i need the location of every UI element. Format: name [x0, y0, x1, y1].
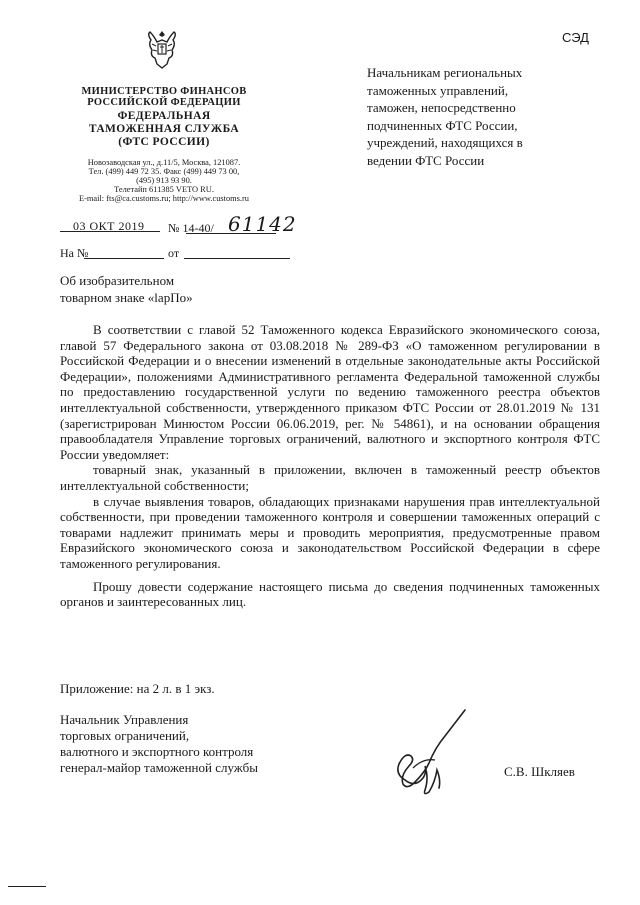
registration-date: 03 ОКТ 2019 [73, 219, 145, 233]
registration-number-label: № 14-40/ [168, 221, 214, 235]
date-underline [60, 231, 160, 232]
signer-name: С.В. Шкляев [504, 764, 575, 779]
body-paragraph-2: товарный знак, указанный в приложении, включен в таможенный реестр объектов интеллектуальной собственности; [60, 462, 600, 493]
ministry-name [62, 86, 266, 108]
subject-line-2: товарном знаке «lapПо» [60, 290, 193, 305]
reply-number-underline [84, 258, 164, 259]
service-line-1: ФЕДЕРАЛЬНАЯ [117, 110, 211, 122]
sender-address [60, 158, 268, 203]
signer-line-3: валютного и экспортного контроля [60, 744, 254, 759]
subject-line-1: Об изобразительном [60, 273, 175, 288]
service-line-2: ТАМОЖЕННАЯ СЛУЖБА [88, 123, 240, 135]
addressee-line: учреждений, находящихся в [367, 135, 523, 150]
address-line-4: Телетайп 611385 VETO RU. [114, 185, 214, 194]
addressee-line: таможенных управлений, [367, 82, 509, 98]
coat-of-arms-emblem [145, 28, 179, 70]
addressee-line: таможен, непосредственно [367, 100, 516, 115]
signer-line-4: генерал-майор таможенной службы [60, 760, 258, 775]
signer-line-1: Начальник Управления [60, 712, 189, 727]
handwritten-signature [385, 708, 485, 798]
sed-stamp: СЭД [562, 30, 589, 45]
address-line-2: Тел. (499) 449 72 35. Факс (499) 449 73 00, [88, 167, 240, 176]
registration-number-handwritten: 61142 [228, 212, 297, 236]
ministry-line-2: РОССИЙСКОЙ ФЕДЕРАЦИИ [87, 97, 241, 108]
signer-line-2: торговых ограничений, [60, 728, 190, 743]
address-line-1: Новозаводская ул., д.11/5, Москва, 121087. [87, 158, 241, 167]
body-paragraph-4: Прошу довести содержание настоящего письма до сведения подчиненных таможенных органов и заинтересованных лиц. [60, 578, 600, 610]
letter-subject [60, 272, 280, 306]
signer-position [60, 712, 320, 776]
address-line-5: E-mail: fts@ca.customs.ru; http://www.customs.ru [79, 194, 249, 203]
footer-rule [8, 886, 46, 887]
service-line-3: (ФТС РОССИИ) [118, 136, 210, 148]
letter-body [60, 322, 600, 610]
reply-to-label: На № [60, 246, 89, 260]
addressee-block [367, 64, 587, 169]
reply-from-label: от [168, 246, 180, 260]
body-paragraph-1: В соответствии с главой 52 Таможенного кодекса Евразийского экономического союза, главой 57 Федерального закона от 03.08.2018 № 289-ФЗ «О таможенном регулировании в Российской Федерации и о внесении изменений в отдельные законодательные акты Российской Федерации», положениями Административного регламента Федеральной таможенной службы по предоставлению государственной услуги по ведению таможенного реестра объектов интеллектуальной собственности, утвержденного приказом ФТС России от 28.01.2019 № 131 (зарегистрирован Минюстом России 06.06.2019, рег. № 54861), и на основании обращения правообладателя Управление торговых ограничений, валютного и экспортного контроля ФТС России уведомляет: [60, 322, 600, 462]
addressee-line: подчиненных ФТС России, [367, 117, 518, 133]
addressee-line: ведении ФТС России [367, 152, 485, 168]
attachment-note: Приложение: на 2 л. в 1 экз. [60, 681, 215, 696]
reply-date-underline [184, 258, 290, 259]
addressee-line: Начальникам региональных [367, 65, 523, 80]
service-name [62, 110, 266, 149]
ministry-line-1: МИНИСТЕРСТВО ФИНАНСОВ [81, 86, 247, 97]
body-paragraph-3: в случае выявления товаров, обладающих признаками нарушения прав интеллектуальной собственности, при проведении таможенного контроля и совершении таможенных операций с товарами надлежит принимать меры и проводить мероприятия, предусмотренные правом Евразийского экономического союза и законодательством Российской Федерации в сфере таможенного регулирования. [60, 493, 600, 571]
address-line-3: (495) 913 93 90. [136, 176, 192, 185]
